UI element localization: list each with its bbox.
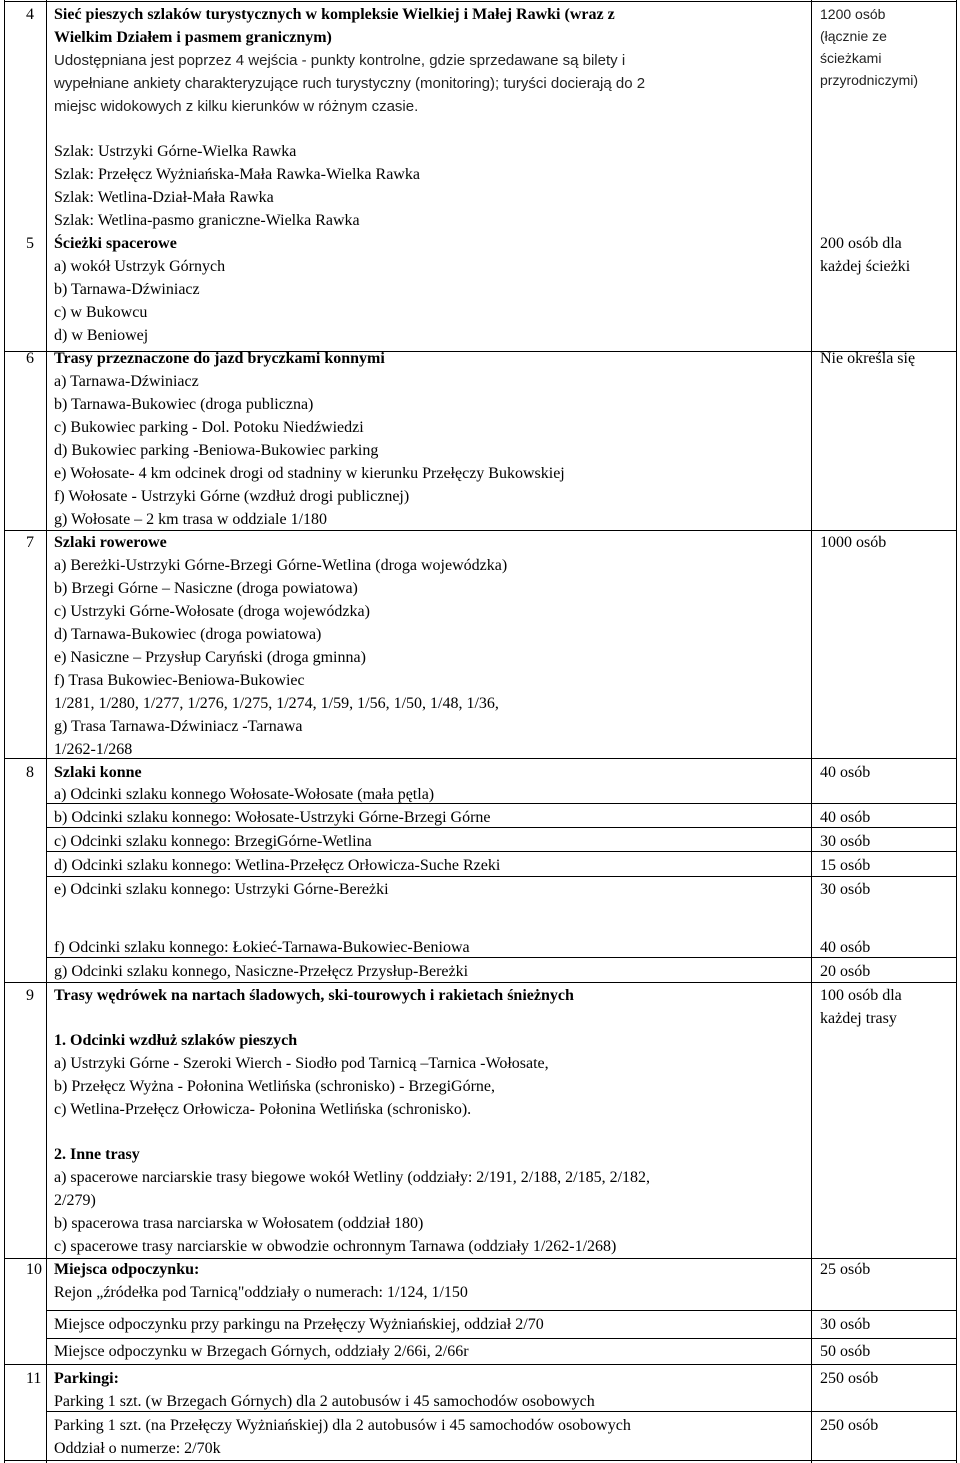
list-item: c) w Bukowcu bbox=[54, 304, 148, 321]
list-item: b) Odcinki szlaku konnego: Wołosate-Ustrzyki Górne-Brzegi Górne bbox=[54, 809, 491, 826]
row-title: Miejsca odpoczynku: bbox=[54, 1261, 200, 1278]
list-item: f) Trasa Bukowiec-Beniowa-Bukowiec bbox=[54, 672, 305, 689]
list-item: e) Wołosate- 4 km odcinek drogi od stadniny w kierunku Przełęczy Bukowskiej bbox=[54, 465, 565, 482]
list-item: Szlak: Przełęcz Wyżniańska-Mała Rawka-Wielka Rawka bbox=[54, 166, 420, 183]
list-item: Miejsce odpoczynku w Brzegach Górnych, oddziały 2/66i, 2/66r bbox=[54, 1343, 469, 1360]
list-item: a) wokół Ustrzyk Górnych bbox=[54, 258, 226, 275]
capacity: ścieżkami bbox=[820, 50, 882, 66]
capacity: 50 osób bbox=[820, 1343, 871, 1360]
capacity: Nie określa się bbox=[820, 350, 916, 367]
row-number: 6 bbox=[26, 350, 34, 367]
capacity: 1200 osób bbox=[820, 6, 886, 22]
row-number: 7 bbox=[26, 534, 34, 551]
row-number: 8 bbox=[26, 764, 34, 781]
row-description: Udostępniana jest poprzez 4 wejścia - punkty kontrolne, gdzie sprzedawane są bilety i bbox=[54, 52, 626, 69]
list-item: d) Tarnawa-Bukowiec (droga powiatowa) bbox=[54, 626, 322, 643]
list-item: Szlak: Wetlina-pasmo graniczne-Wielka Rawka bbox=[54, 212, 360, 229]
list-item: e) Odcinki szlaku konnego: Ustrzyki Górne-Bereżki bbox=[54, 881, 389, 898]
capacity: 250 osób bbox=[820, 1417, 879, 1434]
capacity: 25 osób bbox=[820, 1261, 871, 1278]
list-item: g) Trasa Tarnawa-Dźwiniacz -Tarnawa bbox=[54, 718, 303, 735]
row-divider bbox=[4, 1364, 957, 1365]
list-item: g) Wołosate – 2 km trasa w oddziale 1/180 bbox=[54, 511, 328, 528]
capacity: 30 osób bbox=[820, 1316, 871, 1333]
capacity: 100 osób dla bbox=[820, 987, 902, 1004]
list-item: a) Bereżki-Ustrzyki Górne-Brzegi Górne-Wetlina (droga wojewódzka) bbox=[54, 557, 508, 574]
list-item: Szlak: Ustrzyki Górne-Wielka Rawka bbox=[54, 143, 297, 160]
row-description: miejsc widokowych z kilku kierunków w różnym czasie. bbox=[54, 98, 419, 115]
row-divider bbox=[4, 1, 957, 2]
capacity: 1000 osób bbox=[820, 534, 887, 551]
table-border-bottom bbox=[4, 1460, 957, 1461]
list-item: Oddział o numerze: 2/70k bbox=[54, 1440, 221, 1457]
list-item: a) Tarnawa-Dźwiniacz bbox=[54, 373, 199, 390]
list-item: b) Przełęcz Wyżna - Połonina Wetlińska (schronisko) - BrzegiGórne, bbox=[54, 1078, 496, 1095]
capacity: 30 osób bbox=[820, 881, 871, 898]
row-title: Sieć pieszych szlaków turystycznych w kompleksie Wielkiej i Małej Rawki (wraz z bbox=[54, 6, 615, 23]
row-title: Trasy przeznaczone do jazd bryczkami konnymi bbox=[54, 350, 385, 367]
row-title: Szlaki konne bbox=[54, 764, 142, 781]
capacity: (łącznie ze bbox=[820, 28, 887, 44]
list-item: c) Ustrzyki Górne-Wołosate (droga wojewódzka) bbox=[54, 603, 370, 620]
row-title: Ścieżki spacerowe bbox=[54, 235, 177, 252]
capacity: 20 osób bbox=[820, 963, 871, 980]
row-title: Trasy wędrówek na nartach śladowych, ski-tourowych i rakietach śnieżnych bbox=[54, 987, 574, 1004]
capacity: 40 osób bbox=[820, 939, 871, 956]
list-item: Parking 1 szt. (na Przełęczy Wyżniańskiej) dla 2 autobusów i 45 samochodów osobowych bbox=[54, 1417, 631, 1434]
row-divider bbox=[46, 1338, 957, 1339]
list-item: 2/279) bbox=[54, 1192, 96, 1209]
column-divider-capacity bbox=[811, 0, 812, 1463]
row-description: wypełniane ankiety charakteryzujące ruch turystyczny (monitoring); turyści docierają do 2 bbox=[54, 75, 646, 92]
list-item: Parking 1 szt. (w Brzegach Górnych) dla 2 autobusów i 45 samochodów osobowych bbox=[54, 1393, 595, 1410]
list-item: a) Odcinki szlaku konnego Wołosate-Wołosate (mała pętla) bbox=[54, 786, 435, 803]
subsection-title: 1. Odcinki wzdłuż szlaków pieszych bbox=[54, 1032, 298, 1049]
list-item: c) Odcinki szlaku konnego: BrzegiGórne-Wetlina bbox=[54, 833, 372, 850]
list-item: Szlak: Wetlina-Dział-Mała Rawka bbox=[54, 189, 274, 206]
capacity: 40 osób bbox=[820, 809, 871, 826]
capacity: 15 osób bbox=[820, 857, 871, 874]
list-item: f) Odcinki szlaku konnego: Łokieć-Tarnawa-Bukowiec-Beniowa bbox=[54, 939, 470, 956]
list-item: d) Odcinki szlaku konnego: Wetlina-Przełęcz Orłowicza-Suche Rzeki bbox=[54, 857, 501, 874]
list-item: Miejsce odpoczynku przy parkingu na Przełęczy Wyżniańskiej, oddział 2/70 bbox=[54, 1316, 544, 1333]
capacity: każdej ścieżki bbox=[820, 258, 911, 275]
capacity: 30 osób bbox=[820, 833, 871, 850]
row-divider bbox=[46, 1310, 957, 1311]
list-item: c) Bukowiec parking - Dol. Potoku Niedźwiedzi bbox=[54, 419, 364, 436]
list-item: b) Brzegi Górne – Nasiczne (droga powiatowa) bbox=[54, 580, 358, 597]
list-item: d) w Beniowej bbox=[54, 327, 149, 344]
list-item: c) Wetlina-Przełęcz Orłowicza- Połonina Wetlińska (schronisko). bbox=[54, 1101, 472, 1118]
capacity: każdej trasy bbox=[820, 1010, 897, 1027]
capacity: 40 osób bbox=[820, 764, 871, 781]
row-number: 4 bbox=[26, 6, 34, 23]
row-number: 9 bbox=[26, 987, 34, 1004]
row-title: Parkingi: bbox=[54, 1370, 119, 1387]
row-divider bbox=[4, 758, 957, 759]
list-item: d) Bukowiec parking -Beniowa-Bukowiec parking bbox=[54, 442, 379, 459]
row-number: 11 bbox=[26, 1370, 42, 1387]
list-item: e) Nasiczne – Przysłup Caryński (droga gminna) bbox=[54, 649, 366, 666]
subsection-title: 2. Inne trasy bbox=[54, 1146, 140, 1163]
list-item: c) spacerowe trasy narciarskie w obwodzie ochronnym Tarnawa (oddziały 1/262-1/268) bbox=[54, 1238, 617, 1255]
row-title: Wielkim Działem i pasmem granicznym) bbox=[54, 29, 332, 46]
list-item: g) Odcinki szlaku konnego, Nasiczne-Przełęcz Przysłup-Bereżki bbox=[54, 963, 469, 980]
capacity: 200 osób dla bbox=[820, 235, 902, 252]
capacity: 250 osób bbox=[820, 1370, 879, 1387]
list-item: a) Ustrzyki Górne - Szeroki Wierch - Siodło pod Tarnicą –Tarnica -Wołosate, bbox=[54, 1055, 549, 1072]
row-number: 5 bbox=[26, 235, 34, 252]
list-item: b) Tarnawa-Dźwiniacz bbox=[54, 281, 200, 298]
list-item: 1/281, 1/280, 1/277, 1/276, 1/275, 1/274, 1/59, 1/56, 1/50, 1/48, 1/36, bbox=[54, 695, 499, 712]
list-item: b) spacerowa trasa narciarska w Wołosatem (oddział 180) bbox=[54, 1215, 424, 1232]
table-border-left bbox=[4, 0, 5, 1463]
column-divider-number bbox=[46, 0, 47, 1463]
list-item: a) spacerowe narciarskie trasy biegowe wokół Wetliny (oddziały: 2/191, 2/188, 2/185, 2/182, bbox=[54, 1169, 651, 1186]
row-title: Szlaki rowerowe bbox=[54, 534, 167, 551]
capacity: przyrodniczymi) bbox=[820, 72, 919, 88]
table-border-right bbox=[956, 0, 957, 1463]
list-item: Rejon „źródełka pod Tarnicą"oddziały o numerach: 1/124, 1/150 bbox=[54, 1284, 468, 1301]
row-number: 10 bbox=[26, 1261, 42, 1278]
list-item: b) Tarnawa-Bukowiec (droga publiczna) bbox=[54, 396, 314, 413]
list-item: f) Wołosate - Ustrzyki Górne (wzdłuż drogi publicznej) bbox=[54, 488, 410, 505]
list-item: 1/262-1/268 bbox=[54, 741, 133, 758]
